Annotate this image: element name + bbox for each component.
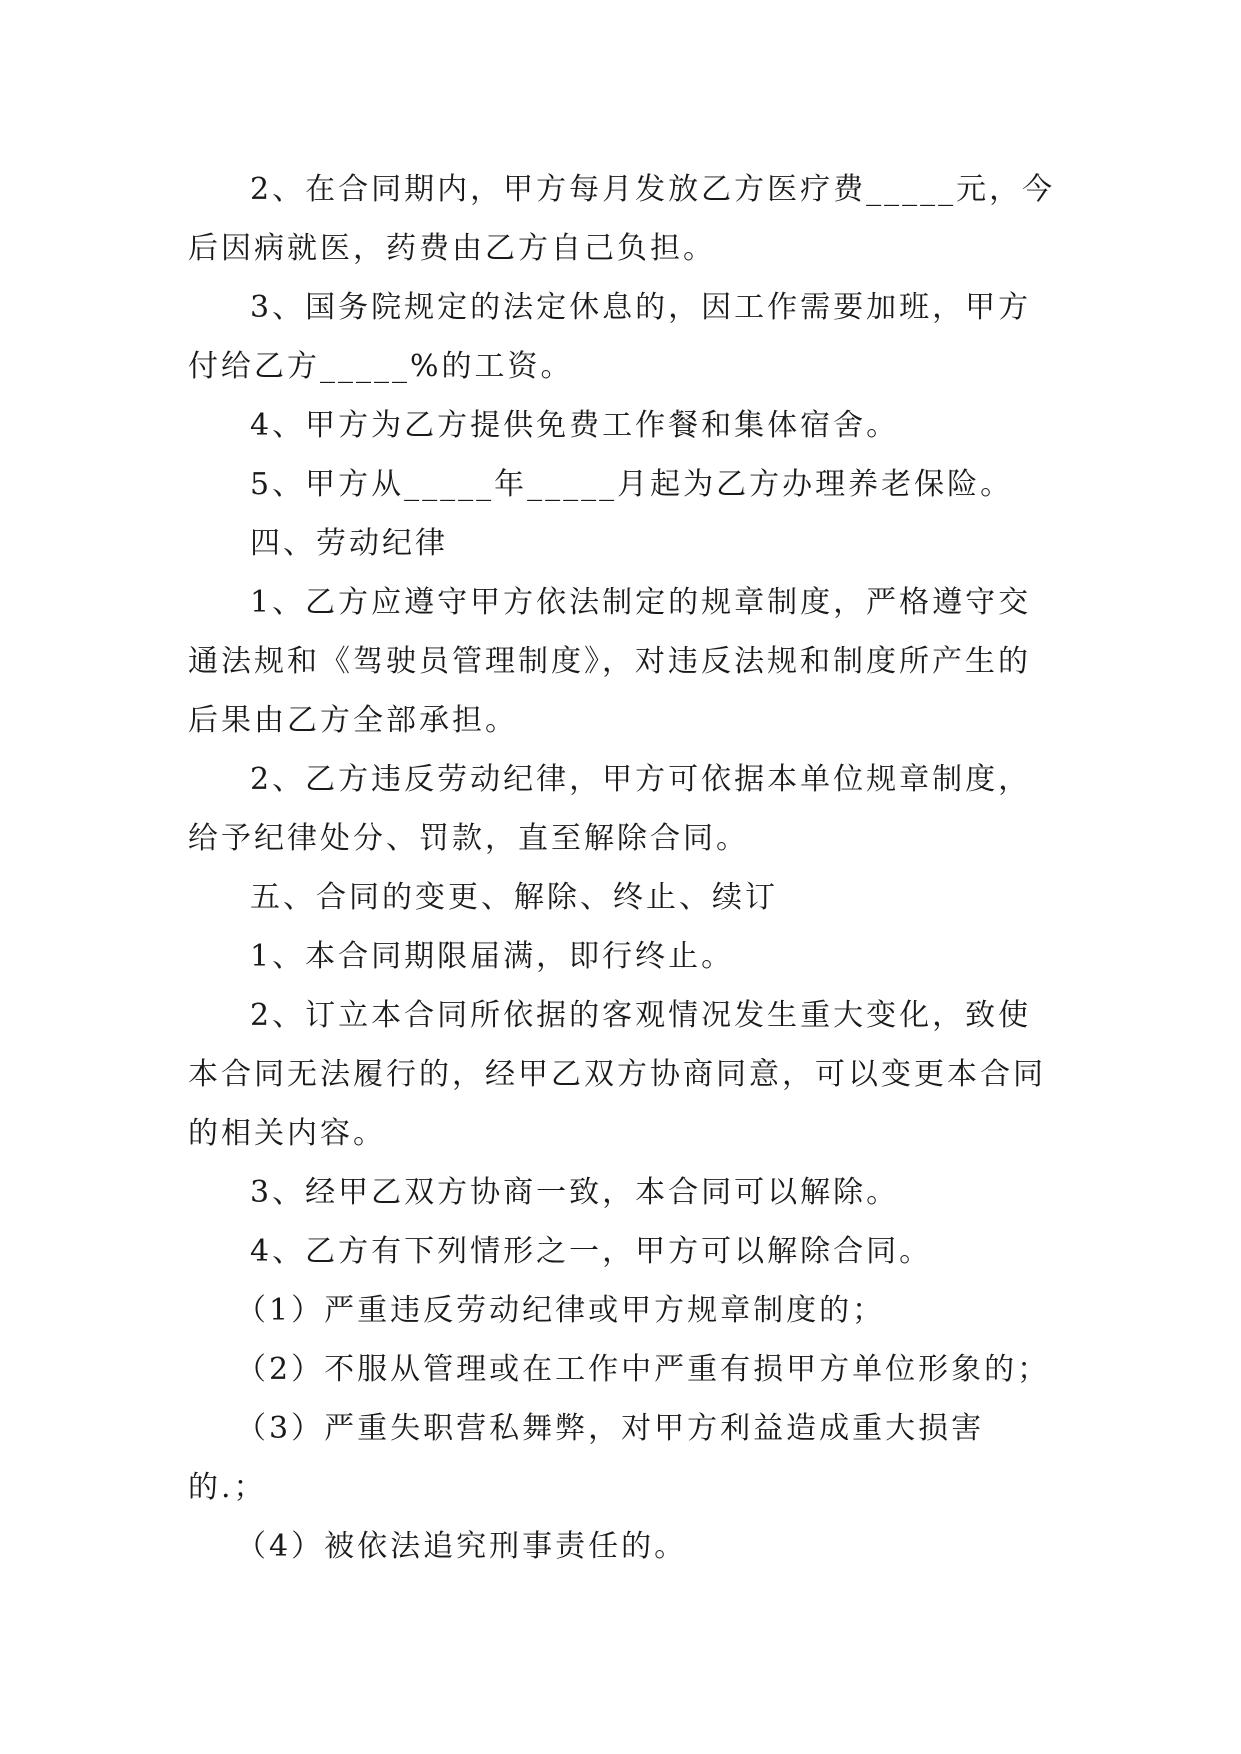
clause-line: 后果由乙方全部承担。 <box>188 703 518 738</box>
clause-line: 2、在合同期内，甲方每月发放乙方医疗费_____元，今 <box>250 172 1056 207</box>
clause-line: 5、甲方从_____年_____月起为乙方办理养老保险。 <box>250 467 1014 502</box>
clause-line: 3、国务院规定的法定休息的，因工作需要加班，甲方 <box>250 290 1032 325</box>
clause-line: 1、本合同期限届满，即行终止。 <box>250 939 735 974</box>
sub-clause-line: （3）严重失职营私舞弊，对甲方利益造成重大损害 <box>236 1411 985 1446</box>
clause-line: 通法规和《驾驶员管理制度》，对违反法规和制度所产生的 <box>188 644 1031 679</box>
clause-line: 1、乙方应遵守甲方依法制定的规章制度，严格遵守交 <box>250 585 1032 620</box>
clause-line: 2、订立本合同所依据的客观情况发生重大变化，致使 <box>250 998 1032 1033</box>
clause-line: 的相关内容。 <box>188 1116 386 1151</box>
clause-line: 给予纪律处分、罚款，直至解除合同。 <box>188 821 749 856</box>
section-heading: 四、劳动纪律 <box>250 526 448 561</box>
clause-line: 4、甲方为乙方提供免费工作餐和集体宿舍。 <box>250 408 900 443</box>
clause-line: 付给乙方_____%的工资。 <box>188 349 574 384</box>
sub-clause-line: （2）不服从管理或在工作中严重有损甲方单位形象的； <box>236 1352 1051 1387</box>
section-heading: 五、合同的变更、解除、终止、续订 <box>250 880 778 915</box>
sub-clause-line: （4）被依法追究刑事责任的。 <box>236 1529 688 1564</box>
clause-line: 本合同无法履行的，经甲乙双方协商同意，可以变更本合同 <box>188 1057 1046 1092</box>
document-page <box>188 160 1054 1576</box>
clause-line: 3、经甲乙双方协商一致，本合同可以解除。 <box>250 1175 900 1210</box>
clause-line: 后因病就医，药费由乙方自己负担。 <box>188 231 716 266</box>
clause-line: 4、乙方有下列情形之一，甲方可以解除合同。 <box>250 1234 933 1269</box>
sub-clause-line: 的.； <box>188 1470 267 1505</box>
clause-line: 2、乙方违反劳动纪律，甲方可依据本单位规章制度， <box>250 762 1032 797</box>
sub-clause-line: （1）严重违反劳动纪律或甲方规章制度的； <box>236 1293 886 1328</box>
